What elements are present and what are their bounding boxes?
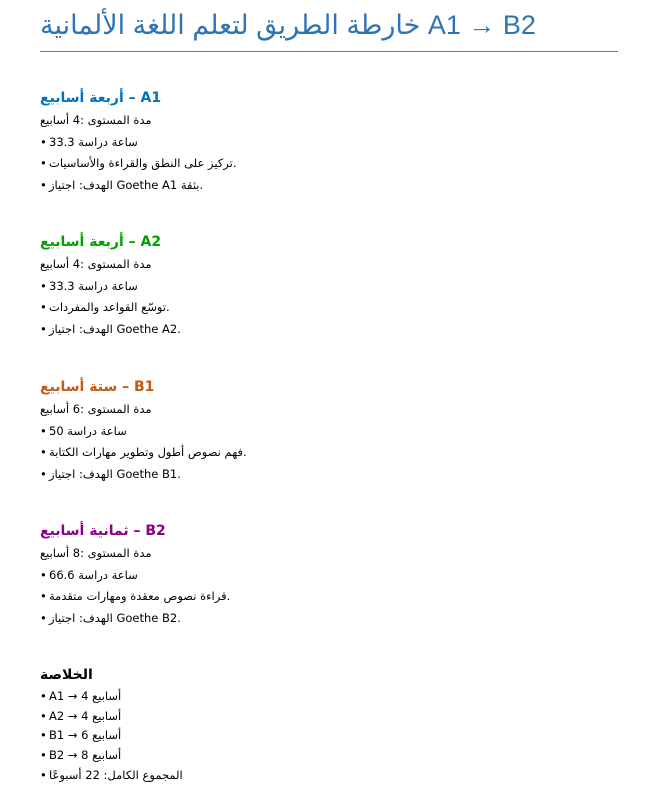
- section-a1-line-2: • ساعة دراسة 33.3: [40, 132, 600, 154]
- summary-heading: الخلاصة: [40, 667, 93, 683]
- bullet-icon: •: [40, 589, 47, 603]
- section-summary: [40, 665, 600, 785]
- bullet-icon: •: [40, 728, 47, 743]
- bullet-icon: •: [40, 321, 47, 336]
- bullet-icon: •: [40, 610, 47, 625]
- bullet-icon: •: [40, 748, 47, 763]
- section-a2-line-4: • الهدف: اجتياز Goethe A2.: [40, 319, 600, 341]
- section-b2-line-2: • ساعة دراسة 66.6: [40, 565, 600, 587]
- section-a1: [40, 88, 600, 196]
- section-b1-heading: ستة أسابيع – B1: [40, 379, 155, 395]
- bullet-icon: •: [40, 466, 47, 481]
- bullet-icon: •: [40, 300, 47, 314]
- bullet-icon: •: [40, 278, 47, 293]
- summary-item-3: • B1 → 6 أسابيع: [40, 726, 600, 746]
- summary-item-4: • B2 → 8 أسابيع: [40, 746, 600, 766]
- section-a2-line-1: مدة المستوى :4 أسابيع: [40, 257, 152, 271]
- title-underline: [40, 51, 618, 52]
- section-b1-line-1: مدة المستوى :6 أسابيع: [40, 402, 152, 416]
- summary-item-2: • A2 → 4 أسابيع: [40, 707, 600, 727]
- summary-item-1: • A1 → 4 أسابيع: [40, 687, 600, 707]
- section-b2-line-3: • قراءة نصوص معقدة ومهارات متقدمة.: [40, 586, 600, 608]
- section-a2-line-2: • ساعة دراسة 33.3: [40, 276, 600, 298]
- section-a1-line-1: مدة المستوى :4 أسابيع: [40, 113, 152, 127]
- bullet-icon: •: [40, 445, 47, 459]
- document-title: خارطة الطريق لتعلم اللغة الألمانية A1 → B2: [40, 10, 536, 40]
- bullet-icon: •: [40, 423, 47, 438]
- section-b1: [40, 377, 600, 485]
- bullet-icon: •: [40, 134, 47, 149]
- summary-item-5: • المجموع الكامل: 22 أسبوعًا: [40, 766, 600, 786]
- section-b2: [40, 521, 600, 629]
- section-a1-line-3: • تركيز على النطق والقراءة والأساسيات.: [40, 153, 600, 175]
- section-b1-line-3: • فهم نصوص أطول وتطوير مهارات الكتابة.: [40, 442, 600, 464]
- section-a2: [40, 232, 600, 340]
- section-b2-heading: ثمانية أسابيع – B2: [40, 523, 166, 539]
- bullet-icon: •: [40, 767, 47, 782]
- bullet-icon: •: [40, 156, 47, 170]
- bullet-icon: •: [40, 567, 47, 582]
- section-a1-line-4: • الهدف: اجتياز Goethe A1 بثقة.: [40, 175, 600, 197]
- section-b2-line-1: مدة المستوى :8 أسابيع: [40, 546, 152, 560]
- bullet-icon: •: [40, 177, 47, 192]
- section-b1-line-4: • الهدف: اجتياز Goethe B1.: [40, 464, 600, 486]
- section-a1-heading: أربعة أسابيع – A1: [40, 90, 162, 106]
- section-b1-line-2: • ساعة دراسة 50: [40, 421, 600, 443]
- section-b2-line-4: • الهدف: اجتياز Goethe B2.: [40, 608, 600, 630]
- bullet-icon: •: [40, 689, 47, 703]
- bullet-icon: •: [40, 708, 47, 723]
- section-a2-heading: أربعة أسابيع – A2: [40, 234, 162, 250]
- section-a2-line-3: • توسّع القواعد والمفردات.: [40, 297, 600, 319]
